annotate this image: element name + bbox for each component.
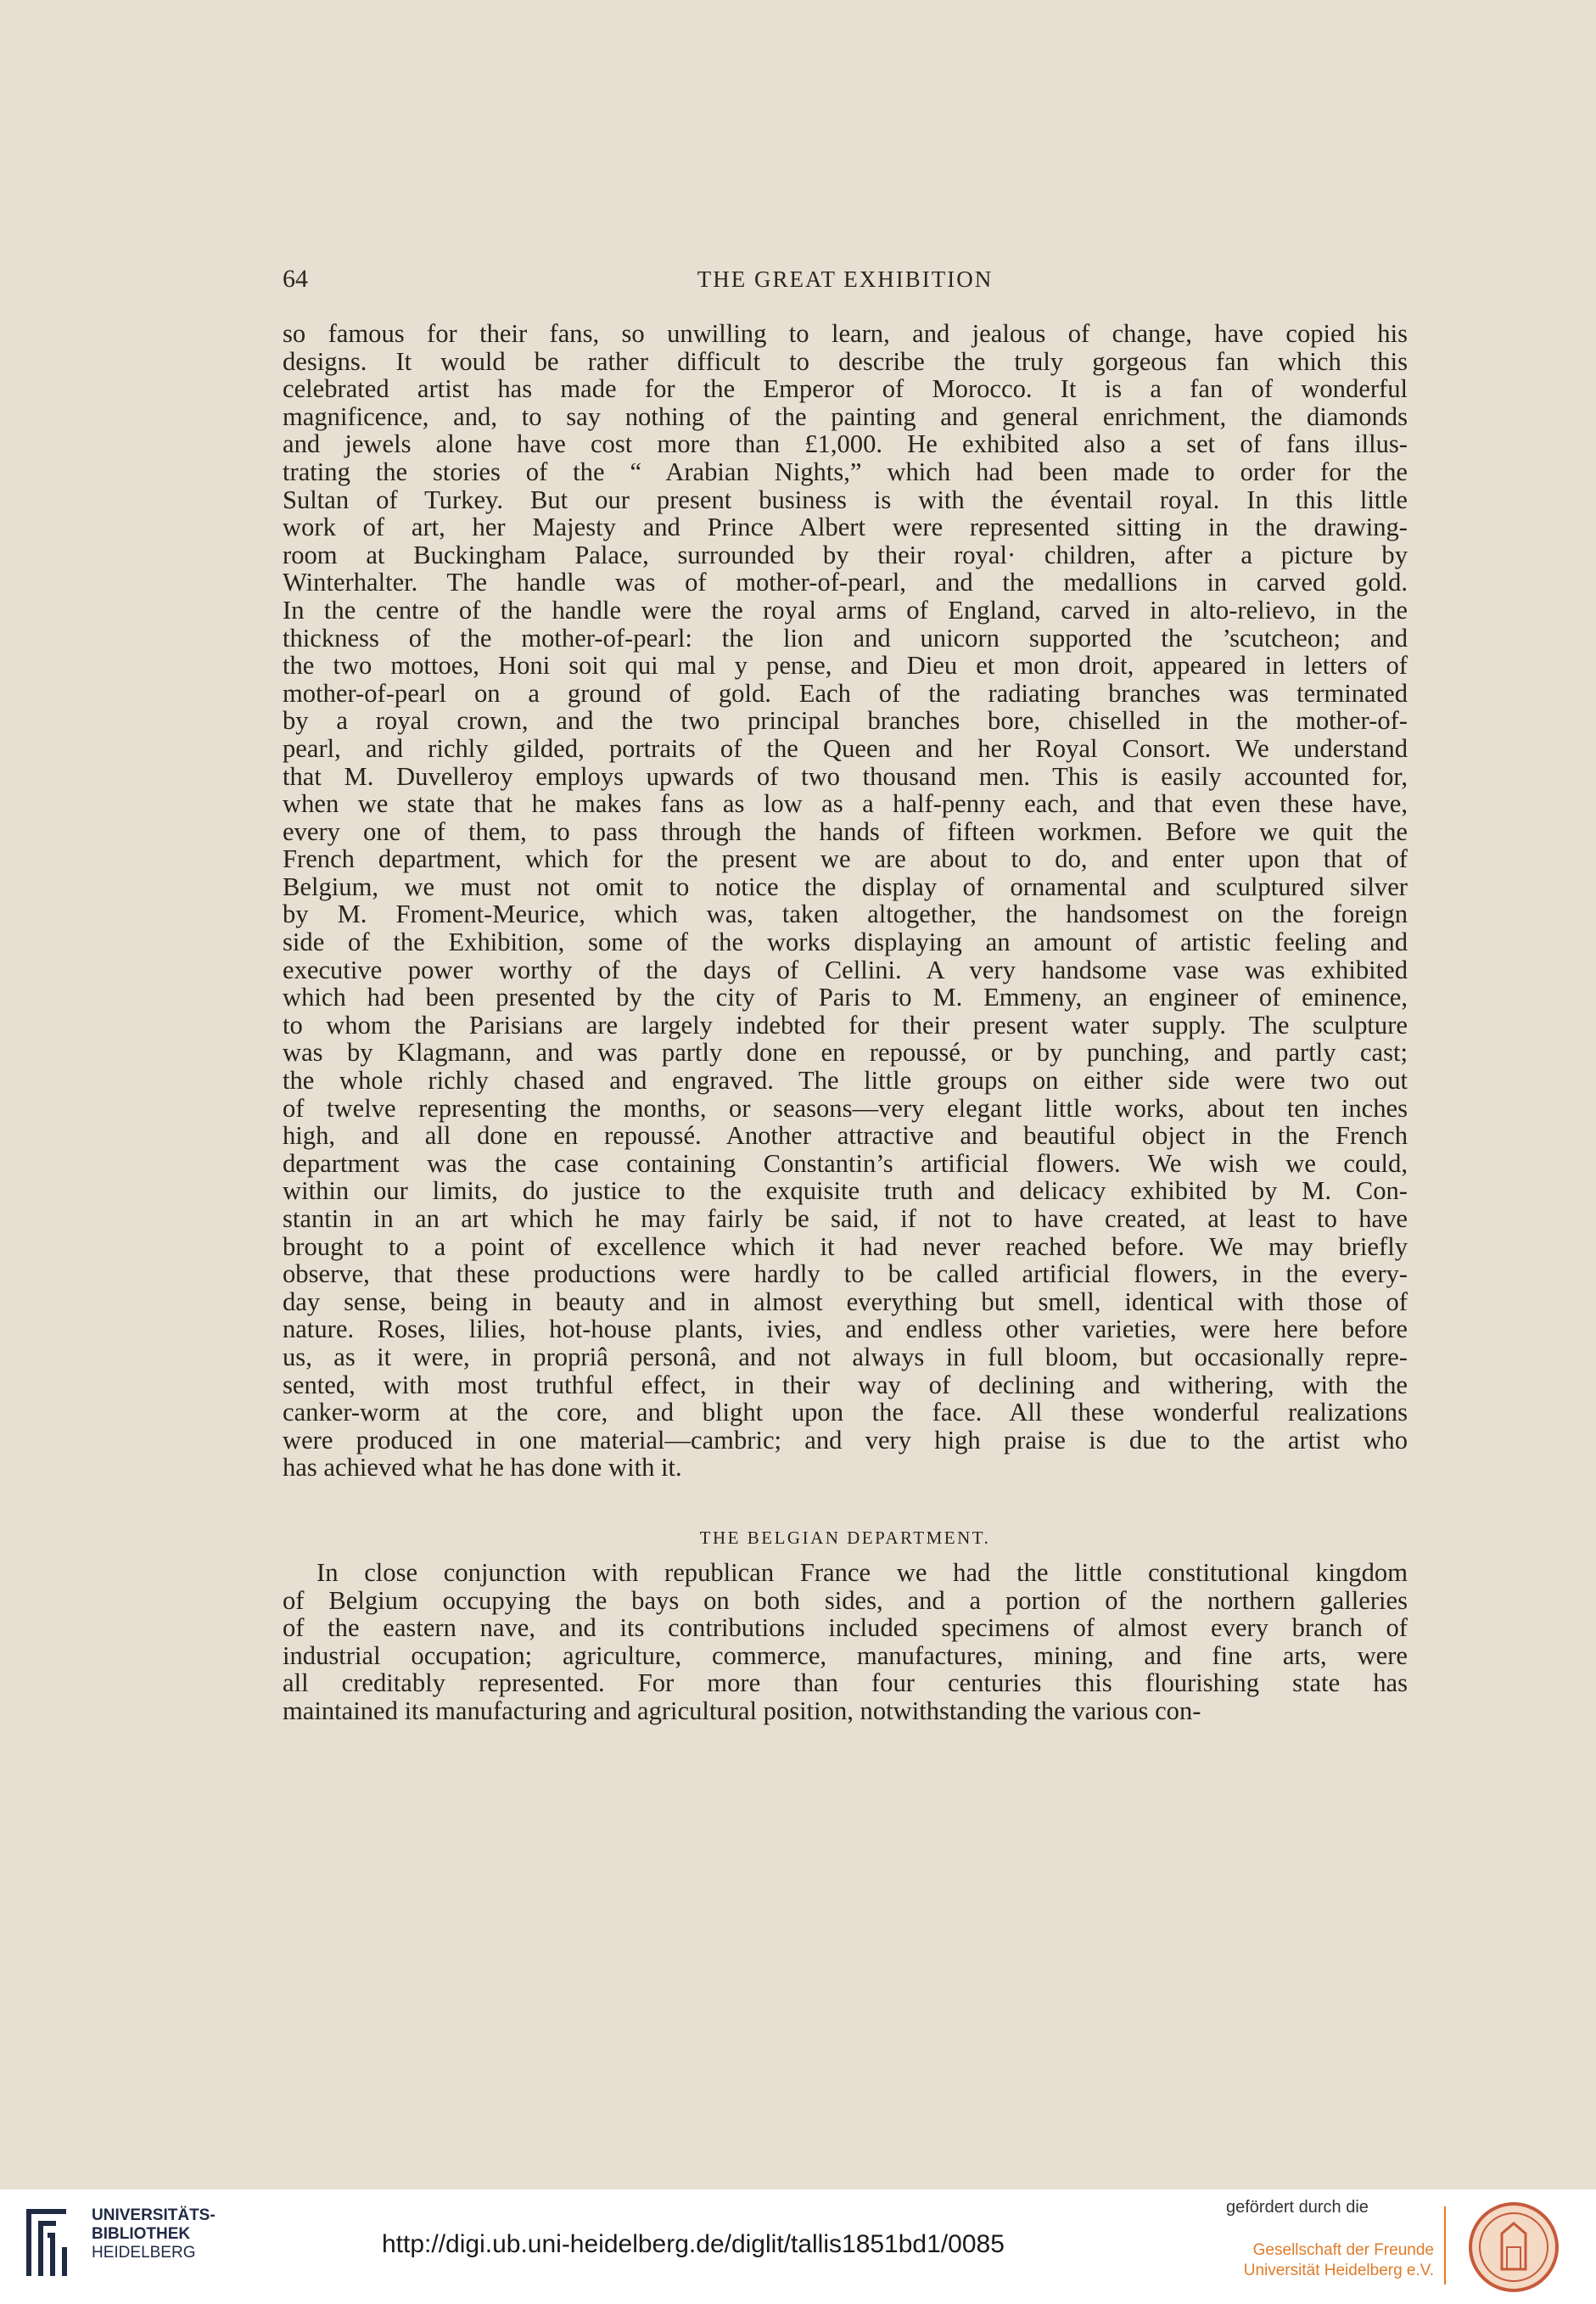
text-line: by a royal crown, and the two principal branches bore, chiselled in the mother-of- [283, 706, 1408, 736]
text-line: trating the stories of the “ Arabian Nights,” which had been made to order for the [283, 457, 1408, 486]
university-seal-icon [1468, 2201, 1560, 2293]
text-line: has achieved what he has done with it. [283, 1453, 682, 1483]
digitization-footer [0, 2189, 1596, 2304]
paragraph [283, 320, 1408, 1482]
text-line: canker-worm at the core, and blight upon the face. All these wonderful realizations [283, 1398, 1408, 1427]
text-line: maintained its manufacturing and agricultural position, notwithstanding the various con- [283, 1696, 1201, 1725]
text-line: which had been presented by the city of Paris to M. Emmeny, an engineer of eminence, [283, 983, 1408, 1012]
text-line: In close conjunction with republican France we had the little constitutional kingdom [316, 1557, 1408, 1587]
text-line: room at Buckingham Palace, surrounded by their royal· children, after a picture by [283, 540, 1408, 569]
text-line: industrial occupation; agriculture, commerce, manufactures, mining, and fine arts, were [283, 1640, 1408, 1670]
sponsor-name [1218, 2240, 1434, 2281]
page-number: 64 [283, 265, 308, 293]
text-line: and jewels alone have cost more than £1,000. He exhibited also a set of fans illus- [283, 429, 1408, 459]
text-line: Sultan of Turkey. But our present business is with the éventail royal. In this little [283, 485, 1408, 514]
footer-divider [1444, 2206, 1446, 2284]
text-line: observe, that these productions were hardly to be called artificial flowers, in the every- [283, 1259, 1408, 1289]
text-line: all creditably represented. For more than four centuries this flourishing state has [283, 1668, 1408, 1698]
library-name-line: UNIVERSITÄTS- [92, 2206, 216, 2224]
text-line: of the eastern nave, and its contributions included specimens of almost every branch of [283, 1613, 1408, 1643]
text-line: Belgium, we must not omit to notice the display of ornamental and sculptured silver [283, 872, 1408, 901]
text-line: nature. Roses, lilies, hot-house plants, ivies, and endless other varieties, were here before [283, 1315, 1408, 1344]
text-line: pearl, and richly gilded, portraits of the Queen and her Royal Consort. We understand [283, 733, 1408, 763]
text-line: In the centre of the handle were the royal arms of England, carved in alto-relievo, in the [283, 595, 1408, 625]
text-line: celebrated artist has made for the Emperor of Morocco. It is a fan of wonderful [283, 374, 1408, 404]
text-line: brought to a point of excellence which it had never reached before. We may briefly [283, 1231, 1408, 1261]
text-line: sented, with most truthful effect, in their way of declining and withering, with the [283, 1370, 1408, 1399]
body-text [283, 320, 1408, 1725]
text-line: thickness of the mother-of-pearl: the lion and unicorn supported the ’scutcheon; and [283, 623, 1408, 653]
text-line: department was the case containing Constantin’s artificial flowers. We wish we could, [283, 1148, 1408, 1178]
sponsor-name-line: Gesellschaft der Freunde [1252, 2241, 1434, 2259]
library-name-line: BIBLIOTHEK [92, 2225, 191, 2243]
section-heading: THE BELGIAN DEPARTMENT. [699, 1527, 991, 1548]
text-line: within our limits, do justice to the exquisite truth and delicacy exhibited by M. Con- [283, 1176, 1408, 1206]
text-line: magnificence, and, to say nothing of the painting and general enrichment, the diamonds [283, 401, 1408, 431]
text-line: designs. It would be rather difficult to describe the truly gorgeous fan which this [283, 346, 1408, 376]
text-line: were produced in one material—cambric; and very high praise is due to the artist who [283, 1425, 1408, 1455]
running-head: THE GREAT EXHIBITION [697, 266, 994, 292]
text-line: executive power worthy of the days of Cellini. A very handsome vase was exhibited [283, 955, 1408, 984]
library-name-line: HEIDELBERG [92, 2244, 196, 2262]
sponsor-caption: gefördert durch die [1226, 2198, 1369, 2217]
text-line: to whom the Parisians are largely indebted for their present water supply. The sculpture [283, 1010, 1408, 1040]
permalink[interactable]: http://digi.ub.uni-heidelberg.de/diglit/tallis1851bd1/0085 [382, 2230, 1005, 2258]
text-line: work of art, her Majesty and Prince Albert were represented sitting in the drawing- [283, 513, 1408, 542]
text-line: Winterhalter. The handle was of mother-of-pearl, and the medallions in carved gold. [283, 568, 1408, 597]
text-line: side of the Exhibition, some of the works displaying an amount of artistic feeling and [283, 928, 1408, 957]
text-line: by M. Froment-Meurice, which was, taken altogether, the handsomest on the foreign [283, 900, 1408, 929]
sponsor-name-line: Universität Heidelberg e.V. [1243, 2262, 1434, 2279]
text-line: that M. Duvelleroy employs upwards of two thousand men. This is easily accounted for, [283, 761, 1408, 791]
text-line: was by Klagmann, and was partly done en repoussé, or by punching, and partly cast; [283, 1038, 1408, 1068]
text-line: stantin in an art which he may fairly be said, if not to have created, at least to have [283, 1204, 1408, 1233]
text-line: every one of them, to pass through the hands of fifteen workmen. Before we quit the [283, 816, 1408, 846]
paragraph [283, 1559, 1408, 1725]
text-line: mother-of-pearl on a ground of gold. Each of the radiating branches was terminated [283, 678, 1408, 708]
text-line: the whole richly chased and engraved. The little groups on either side were two out [283, 1066, 1408, 1096]
text-line: so famous for their fans, so unwilling to learn, and jealous of change, have copied his [283, 319, 1408, 348]
text-line: us, as it were, in propriâ personâ, and not always in full bloom, but occasionally repre- [283, 1342, 1408, 1371]
text-line: of Belgium occupying the bays on both sides, and a portion of the northern galleries [283, 1585, 1408, 1615]
text-line: of twelve representing the months, or seasons—very elegant little works, about ten inches [283, 1093, 1408, 1123]
library-name [92, 2206, 216, 2262]
text-line: high, and all done en repoussé. Another attractive and beautiful object in the French [283, 1121, 1408, 1151]
text-line: French department, which for the present we are about to do, and enter upon that of [283, 844, 1408, 874]
text-line: when we state that he makes fans as low as a half-penny each, and that even these have, [283, 789, 1408, 819]
ub-heidelberg-logo-icon [17, 2205, 87, 2283]
text-line: the two mottoes, Honi soit qui mal y pense, and Dieu et mon droit, appeared in letters of [283, 651, 1408, 681]
text-line: day sense, being in beauty and in almost everything but smell, identical with those of [283, 1287, 1408, 1316]
page-header [283, 265, 1408, 299]
